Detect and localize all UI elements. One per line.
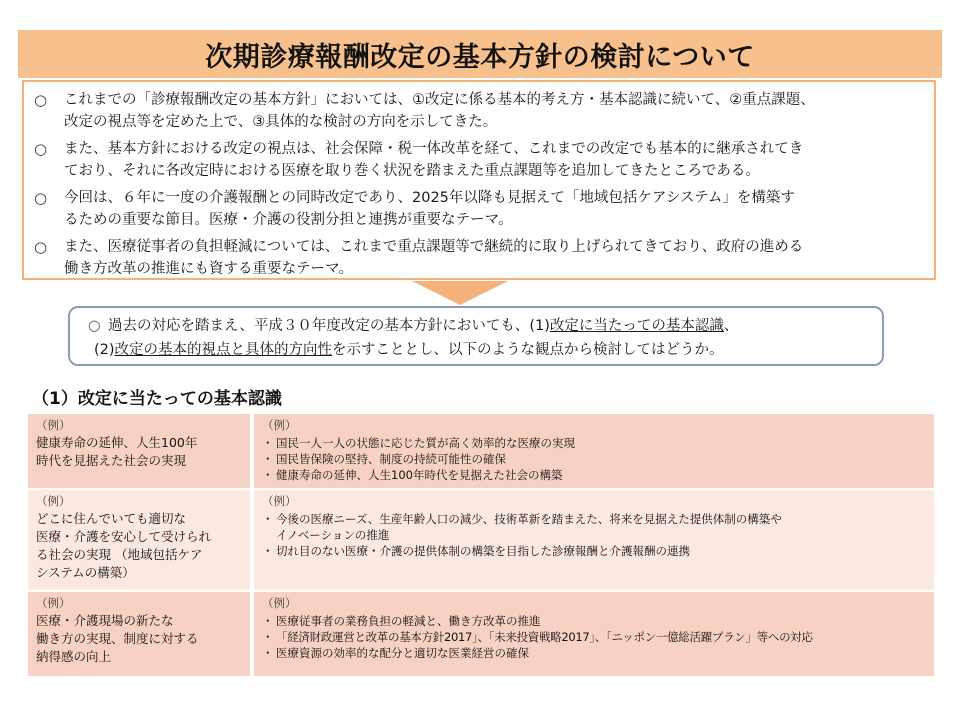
example-label: （例） (262, 596, 297, 610)
intro-line: るための重要な節目。医療・介護の役割分担と連携が重要なテーマ。 (64, 212, 513, 228)
page-title: 次期診療報酬改定の基本方針の検討について (205, 41, 755, 73)
list-item: ・ 国民皆保険の堅持、制度の持続可能性の確保 (262, 451, 926, 467)
circle-bullet-icon: ○ (34, 189, 48, 207)
list-item: ・ 国民一人一人の状態に応じた質が高く効率的な医療の実現 (262, 435, 926, 451)
circle-bullet-icon: ○ (34, 238, 48, 256)
circle-bullet-icon: ○ (34, 91, 48, 109)
summary-box (68, 306, 884, 366)
list-item: ・ 今後の医療ニーズ、生産年齢人口の減少、技術革新を踏まえた、将来を見据えた提供体制の構築や イノベーションの推進 (262, 511, 926, 543)
intro-line: 今回は、６年に一度の介護報酬との同時改定であり、2025年以降も見据えて「地域包括ケアシステム」を構築す (64, 190, 795, 206)
table-cell-right (254, 592, 934, 676)
list-item: ・ 医療資源の効率的な配分と適切な医業経営の確保 (262, 645, 926, 661)
recognition-table (28, 414, 934, 676)
summary-line-2: (2)改定の基本的視点と具体的方向性を示すこととし、以下のような観点から検討してはどうか。 (94, 342, 724, 358)
list-item: ・ 医療従事者の業務負担の軽減と、働き方改革の推進 (262, 613, 926, 629)
basic-viewpoint-link-text: 改定の基本的視点と具体的方向性 (114, 342, 333, 358)
table-cell-right (254, 490, 934, 590)
example-label: （例） (36, 596, 71, 610)
table-row (28, 490, 934, 590)
circle-bullet-icon: ○ (88, 318, 101, 334)
example-label: （例） (262, 418, 297, 432)
table-row (28, 592, 934, 676)
example-label: （例） (36, 494, 71, 508)
intro-line: 働き方改革の推進にも資する重要なテーマ。 (64, 261, 354, 277)
circle-bullet-icon: ○ (34, 140, 48, 158)
list-item: ・ 「経済財政運営と改革の基本方針2017」、「未来投資戦略2017」、「ニッポン一億総活躍プラン」等への対応 (262, 629, 926, 645)
intro-bullet (34, 89, 924, 133)
title-bar (18, 30, 942, 78)
table-cell-left: （例） どこに住んでいても適切な 医療・介護を安心して受けられ る社会の実現 （地域包括ケア システムの構築） (28, 490, 250, 590)
intro-bullet (34, 138, 924, 182)
intro-line: これまでの「診療報酬改定の基本方針」においては、①改定に係る基本的考え方・基本認識に続いて、②重点課題、 (64, 92, 815, 108)
intro-bullet (34, 187, 924, 231)
down-arrow-icon (412, 281, 508, 305)
summary-line-1: ○ 過去の対応を踏まえ、平成３０年度改定の基本方針においても、(1)改定に当たっての基本認識、 (80, 314, 872, 338)
intro-line: また、基本方針における改定の視点は、社会保障・税一体改革を経て、これまでの改定でも基本的に継承されてき (64, 141, 804, 157)
intro-line: また、医療従事者の負担軽減については、これまで重点課題等で継続的に取り上げられてきており、政府の進める (64, 239, 804, 255)
example-label: （例） (262, 494, 297, 508)
example-label: （例） (36, 418, 71, 432)
intro-bullet (34, 236, 924, 280)
intro-line: 改定の視点等を定めた上で、③具体的な検討の方向を示してきた。 (64, 114, 498, 130)
table-cell-left: （例） 健康寿命の延伸、人生100年 時代を見据えた社会の実現 (28, 414, 250, 488)
section-heading: （1）改定に当たっての基本認識 (32, 389, 282, 409)
basic-recognition-link-text: 改定に当たっての基本認識 (549, 318, 724, 334)
list-item: ・ 健康寿命の延伸、人生100年時代を見据えた社会の構築 (262, 467, 926, 483)
table-row (28, 414, 934, 488)
list-item: ・ 切れ目のない医療・介護の提供体制の構築を目指した診療報酬と介護報酬の連携 (262, 543, 926, 559)
intro-line: ており、それに各改定時における医療を取り巻く状況を踏まえた重点課題等を追加してきたところである。 (64, 163, 760, 179)
table-cell-right (254, 414, 934, 488)
table-cell-left: （例） 医療・介護現場の新たな 働き方の実現、制度に対する 納得感の向上 (28, 592, 250, 676)
intro-box (22, 80, 936, 280)
